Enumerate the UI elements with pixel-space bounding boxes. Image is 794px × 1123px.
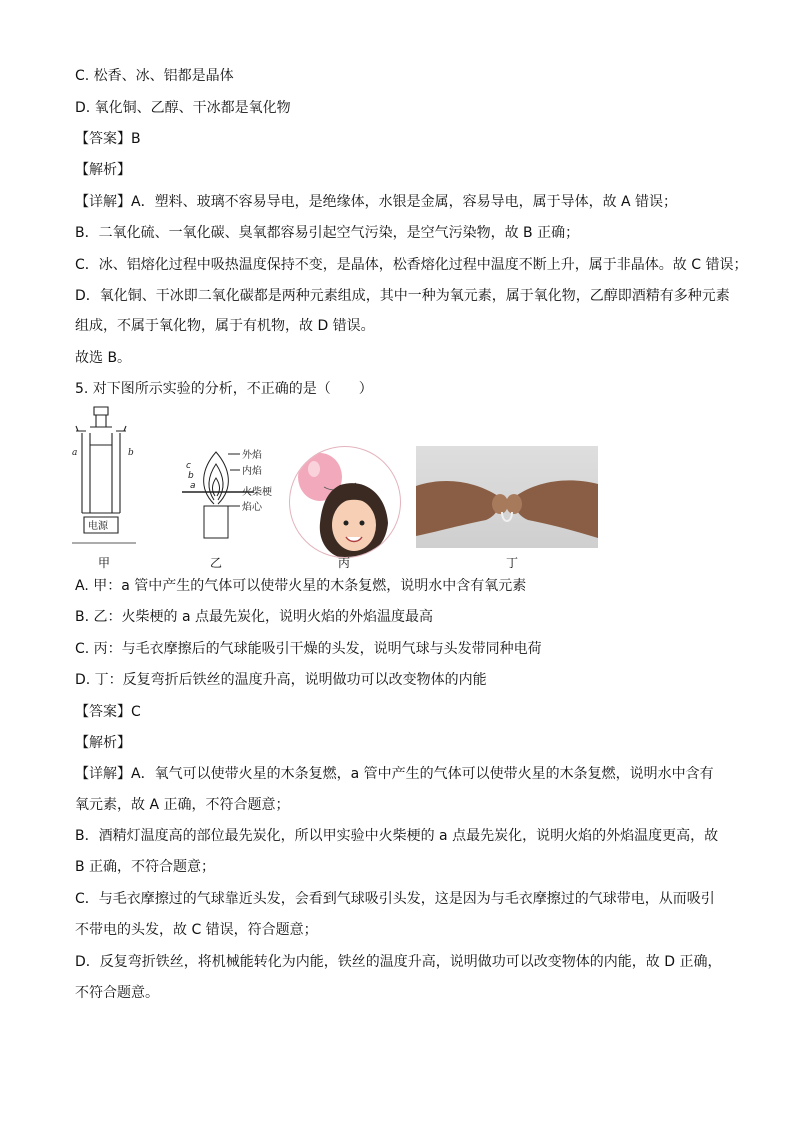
answer-previous: 【答案】B <box>75 131 141 147</box>
detail-previous-line: D．氧化铜、干冰即二氧化碳都是两种元素组成，其中一种为氧元素，属于氧化物，乙醇即酒精有多种元素 <box>75 288 730 304</box>
label-b: b <box>128 448 134 458</box>
detail-previous-line: C．冰、铝熔化过程中吸热温度保持不变，是晶体，松香熔化过程中温度不断上升，属于非晶体。故 C 错误； <box>75 257 748 273</box>
label-a: a <box>72 448 78 458</box>
option-c-previous: C. 松香、冰、铝都是晶体 <box>75 68 234 84</box>
label-b: b <box>188 471 194 481</box>
question-5-detail-line: D．反复弯折铁丝，将机械能转化为内能，铁丝的温度升高，说明做功可以改变物体的内能，故 D 正确， <box>75 954 722 970</box>
question-5-detail-line: B．酒精灯温度高的部位最先炭化，所以甲实验中火柴梗的 a 点最先炭化，说明火焰的外焰温度更高，故 <box>75 828 719 844</box>
figure-caption-jia: 甲 <box>98 556 111 570</box>
label-a: a <box>190 481 196 491</box>
question-5-detail-line: 不符合题意。 <box>75 985 159 1001</box>
power-source-label: 电源 <box>88 521 108 532</box>
detail-previous-line: B．二氧化硫、一氧化碳、臭氧都容易引起空气污染，是空气污染物，故 B 正确； <box>75 225 580 241</box>
question-5-answer: 【答案】C <box>75 704 141 720</box>
question-5-detail-line: C．与毛衣摩擦过的气球靠近头发，会看到气球吸引头发，这是因为与毛衣摩擦过的气球带电，从而吸引 <box>75 891 715 907</box>
question-5-option-d: D. 丁：反复弯折后铁丝的温度升高，说明做功可以改变物体的内能 <box>75 672 487 688</box>
question-5-detail-line: 【详解】A．氧气可以使带火星的木条复燃，a 管中产生的气体可以使带火星的木条复燃，说明水中含有 <box>75 766 714 782</box>
option-d-previous: D. 氧化铜、乙醇、干冰都是氧化物 <box>75 100 291 116</box>
label-c: c <box>186 461 191 471</box>
figure-balloon-girl-photo <box>289 446 401 558</box>
conclusion-previous: 故选 B。 <box>75 350 132 366</box>
analysis-heading-previous: 【解析】 <box>75 162 131 178</box>
figure-candle-flame <box>168 448 278 552</box>
question-5-stem: 5. 对下图所示实验的分析，不正确的是（ ） <box>75 381 373 397</box>
matchstick-label: 火柴梗 <box>242 487 272 498</box>
question-5-detail-line: 不带电的头发，故 C 错误，符合题意； <box>75 922 318 938</box>
flame-core-label: 焰心 <box>242 502 262 513</box>
question-5-detail-line: 氧元素，故 A 正确，不符合题意； <box>75 797 290 813</box>
question-5-option-c: C. 丙：与毛衣摩擦后的气球能吸引干燥的头发，说明气球与头发带同种电荷 <box>75 641 542 657</box>
question-5-option-a: A. 甲：a 管中产生的气体可以使带火星的木条复燃，说明水中含有氧元素 <box>75 578 527 594</box>
figure-caption-yi: 乙 <box>210 556 223 570</box>
figure-caption-ding: 丁 <box>506 556 519 570</box>
detail-previous-line: 【详解】A．塑料、玻璃不容易导电，是绝缘体，水银是金属，容易导电，属于导体，故 A 错误； <box>75 194 678 210</box>
question-5-analysis-heading: 【解析】 <box>75 735 131 751</box>
question-5-option-b: B. 乙：火柴梗的 a 点最先炭化，说明火焰的外焰温度最高 <box>75 609 433 625</box>
figure-hands-bending-wire-photo <box>416 446 598 548</box>
inner-flame-label: 内焰 <box>242 466 262 477</box>
figure-electrolysis-apparatus <box>68 405 140 555</box>
figure-caption-bing: 丙 <box>338 556 351 570</box>
question-5-detail-line: B 正确，不符合题意； <box>75 859 216 875</box>
detail-previous-line: 组成，不属于氧化物，属于有机物，故 D 错误。 <box>75 318 375 334</box>
outer-flame-label: 外焰 <box>242 450 262 461</box>
